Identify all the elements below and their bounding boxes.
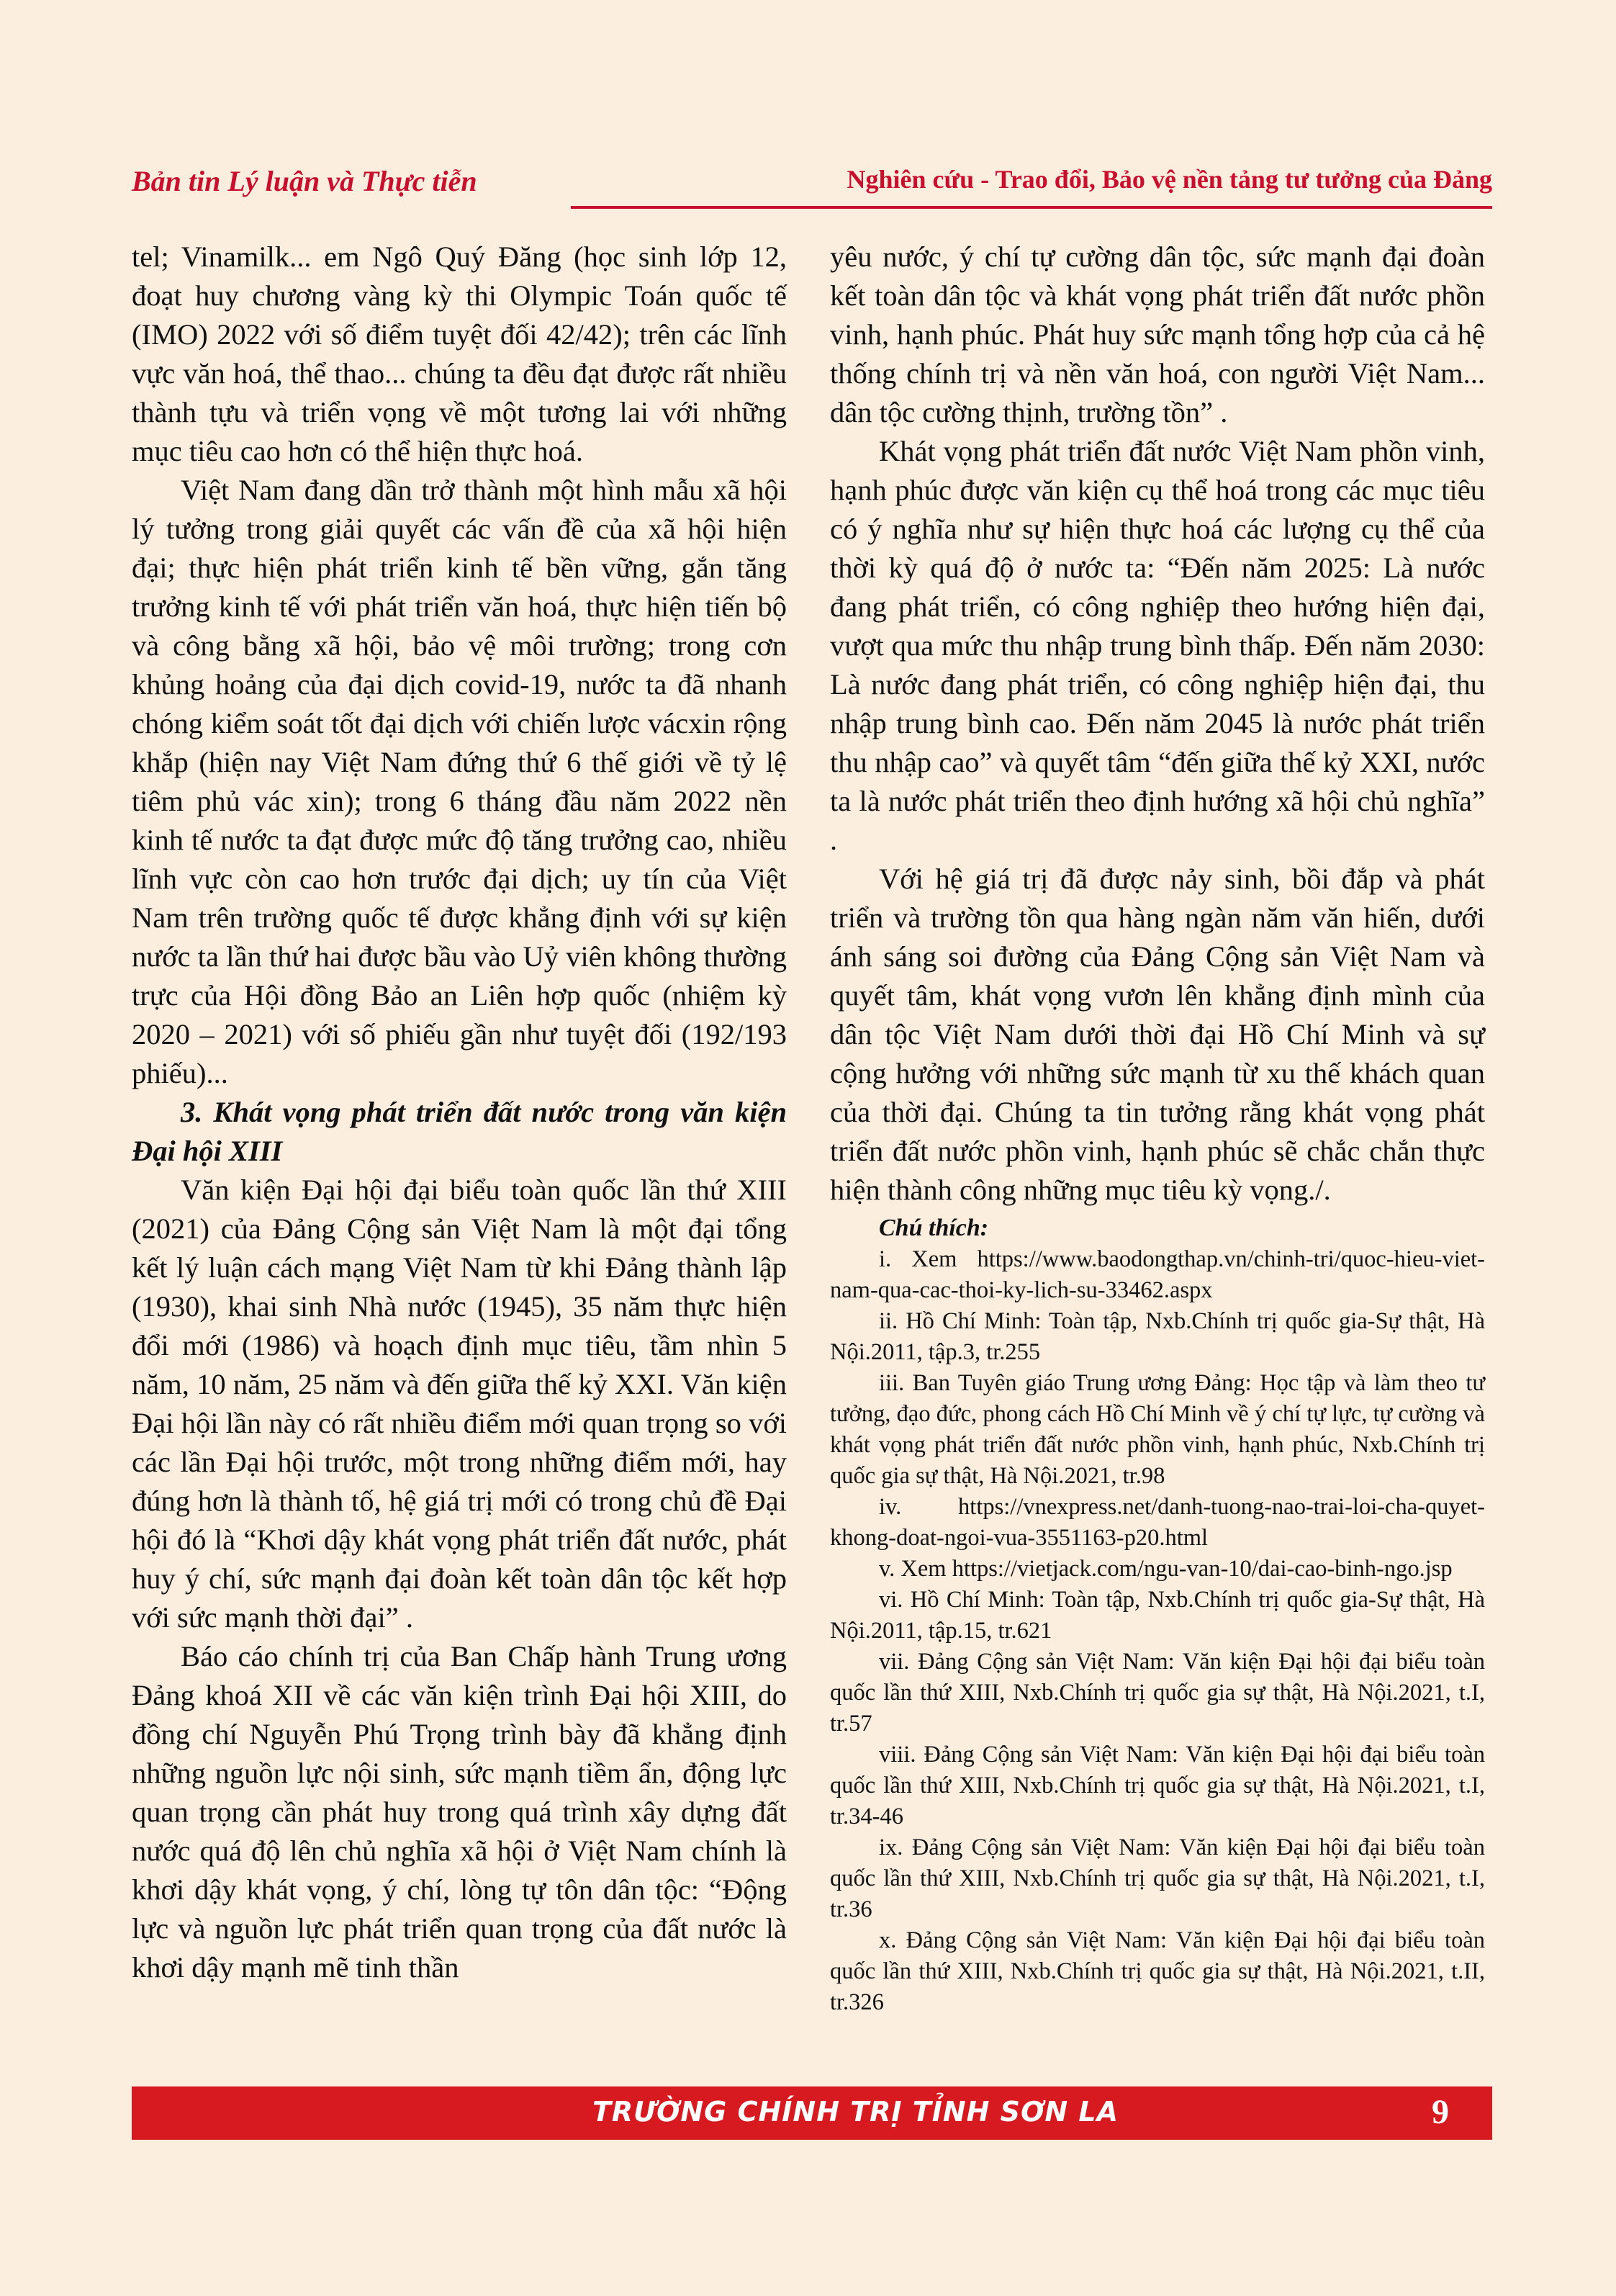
section-title: Nghiên cứu - Trao đổi, Bảo vệ nền tảng tư tưởng của Đảng xyxy=(847,165,1492,194)
header-rule xyxy=(571,206,1492,209)
paragraph: Với hệ giá trị đã được nảy sinh, bồi đắp và phát triển và trường tồn qua hàng ngàn năm văn hiến, dưới ánh sáng soi đường của Đảng Cộng sản Việt Nam và quyết tâm, khát vọng vươn lên khẳng định mình của dân tộc Việt Nam dưới thời đại Hồ Chí Minh và sự cộng hưởng với những sức mạnh từ xu thế khách quan của thời đại. Chúng ta tin tưởng rằng khát vọng phát triển đất nước phồn vinh, hạnh phúc sẽ chắc chắn thực hiện thành công những mục tiêu kỳ vọng./. xyxy=(830,863,1485,1206)
paragraph: Khát vọng phát triển đất nước Việt Nam phồn vinh, hạnh phúc được văn kiện cụ thể hoá trong các mục tiêu có ý nghĩa như sự hiện thực hoá các lượng cụ thể của thời kỳ quá độ ở nước ta: “Đến năm 2025: Là nước đang phát triển, có công nghiệp theo hướng hiện đại, vượt qua mức thu nhập trung bình thấp. Đến năm 2030: Là nước đang phát triển, có công nghiệp hiện đại, thu nhập trung bình cao. Đến năm 2045 là nước phát triển thu nhập cao” và quyết tâm “đến giữa thế kỷ XXI, nước ta là nước phát triển theo định hướng xã hội chủ nghĩa” . xyxy=(830,435,1485,856)
footnote: x. Đảng Cộng sản Việt Nam: Văn kiện Đại hội đại biểu toàn quốc lần thứ XIII, Nxb.Chính trị quốc gia sự thật, Hà Nội.2021, t.II, tr.326 xyxy=(830,1927,1485,2015)
section-heading: 3. Khát vọng phát triển đất nước trong văn kiện Đại hội XIII xyxy=(132,1096,787,1167)
footnote: i. Xem https://www.baodongthap.vn/chinh-tri/quoc-hieu-viet-nam-qua-cac-thoi-ky-lich-su-33462.aspx xyxy=(830,1246,1485,1303)
notes-title: Chú thích: xyxy=(879,1215,989,1241)
right-column xyxy=(830,238,1485,2018)
footnote: iv. https://vnexpress.net/danh-tuong-nao-trai-loi-cha-quyet-khong-doat-ngoi-vua-3551163-p20.html xyxy=(830,1494,1485,1551)
paragraph: Việt Nam đang dần trở thành một hình mẫu xã hội lý tưởng trong giải quyết các vấn đề của xã hội hiện đại; thực hiện phát triển kinh tế bền vững, gắn tăng trưởng kinh tế với phát triển văn hoá, thực hiện tiến bộ và công bằng xã hội, bảo vệ môi trường; trong cơn khủng hoảng của đại dịch covid-19, nước ta đã nhanh chóng kiểm soát tốt đại dịch với chiến lược vácxin rộng khắp (hiện nay Việt Nam đứng thứ 6 thế giới về tỷ lệ tiêm phủ vác xin); trong 6 tháng đầu năm 2022 nền kinh tế nước ta đạt được mức độ tăng trưởng cao, nhiều lĩnh vực còn cao hơn trước đại dịch; uy tín của Việt Nam trên trường quốc tế được khẳng định với sự kiện nước ta lần thứ hai được bầu vào Uỷ viên không thường trực của Hội đồng Bảo an Liên hợp quốc (nhiệm kỳ 2020 – 2021) với số phiếu gần như tuyệt đối (192/193 phiếu)... xyxy=(132,474,787,1089)
left-column xyxy=(132,238,787,1987)
page-header xyxy=(132,164,1492,215)
footer-bar xyxy=(132,2086,1492,2140)
footnote: iii. Ban Tuyên giáo Trung ương Đảng: Học tập và làm theo tư tưởng, đạo đức, phong cách Hồ Chí Minh về ý chí tự lực, tự cường và khát vọng phát triển đất nước phồn vinh, hạnh phúc, Nxb.Chính trị quốc gia sự thật, Hà Nội.2021, tr.98 xyxy=(830,1370,1485,1489)
footnote: ii. Hồ Chí Minh: Toàn tập, Nxb.Chính trị quốc gia-Sự thật, Hà Nội.2011, tập.3, tr.255 xyxy=(830,1308,1485,1365)
paragraph: tel; Vinamilk... em Ngô Quý Đăng (học sinh lớp 12, đoạt huy chương vàng kỳ thi Olympic Toán quốc tế (IMO) 2022 với số điểm tuyệt đối 42/42); trên các lĩnh vực văn hoá, thể thao... chúng ta đều đạt được rất nhiều thành tựu và triển vọng về một tương lai với những mục tiêu cao hơn có thể hiện thực hoá. xyxy=(132,240,787,467)
footnote: vi. Hồ Chí Minh: Toàn tập, Nxb.Chính trị quốc gia-Sự thật, Hà Nội.2011, tập.15, tr.621 xyxy=(830,1587,1485,1644)
footer-school-name: TRƯỜNG CHÍNH TRỊ TỈNH SƠN LA xyxy=(592,2096,1119,2128)
publication-title: Bản tin Lý luận và Thực tiễn xyxy=(132,165,477,197)
footnote: viii. Đảng Cộng sản Việt Nam: Văn kiện Đại hội đại biểu toàn quốc lần thứ XIII, Nxb.Chính trị quốc gia sự thật, Hà Nội.2021, t.I, tr.34-46 xyxy=(830,1742,1485,1829)
footnote: vii. Đảng Cộng sản Việt Nam: Văn kiện Đại hội đại biểu toàn quốc lần thứ XIII, Nxb.Chính trị quốc gia sự thật, Hà Nội.2021, t.I, tr.57 xyxy=(830,1649,1485,1737)
footnote: ix. Đảng Cộng sản Việt Nam: Văn kiện Đại hội đại biểu toàn quốc lần thứ XIII, Nxb.Chính trị quốc gia sự thật, Hà Nội.2021, t.I, tr.36 xyxy=(830,1834,1485,1922)
footnote: v. Xem https://vietjack.com/ngu-van-10/dai-cao-binh-ngo.jsp xyxy=(879,1556,1453,1582)
paragraph: yêu nước, ý chí tự cường dân tộc, sức mạnh đại đoàn kết toàn dân tộc và khát vọng phát triển đất nước phồn vinh, hạnh phúc. Phát huy sức mạnh tổng hợp của cả hệ thống chính trị và nền văn hoá, con người Việt Nam... dân tộc cường thịnh, trường tồn” . xyxy=(830,240,1485,428)
paragraph: Văn kiện Đại hội đại biểu toàn quốc lần thứ XIII (2021) của Đảng Cộng sản Việt Nam là một đại tổng kết lý luận cách mạng Việt Nam từ khi Đảng thành lập (1930), khai sinh Nhà nước (1945), 35 năm thực hiện đổi mới (1986) và hoạch định mục tiêu, tầm nhìn 5 năm, 10 năm, 25 năm và đến giữa thế kỷ XXI. Văn kiện Đại hội lần này có rất nhiều điểm mới quan trọng so với các lần Đại hội trước, một trong những điểm mới, hay đúng hơn là thành tố, hệ giá trị mới có trong chủ đề Đại hội đó là “Khơi dậy khát vọng phát triển đất nước, phát huy ý chí, sức mạnh đại đoàn kết toàn dân tộc kết hợp với sức mạnh thời đại” . xyxy=(132,1174,787,1634)
page-number: 9 xyxy=(1432,2093,1449,2131)
paragraph: Báo cáo chính trị của Ban Chấp hành Trung ương Đảng khoá XII về các văn kiện trình Đại hội XIII, do đồng chí Nguyễn Phú Trọng trình bày đã khẳng định những nguồn lực nội sinh, sức mạnh tiềm ẩn, động lực quan trọng cần phát huy trong quá trình xây dựng đất nước quá độ lên chủ nghĩa xã hội ở Việt Nam chính là khơi dậy khát vọng, ý chí, lòng tự tôn dân tộc: “Động lực và nguồn lực phát triển quan trọng của đất nước là khơi dậy mạnh mẽ tinh thần xyxy=(132,1640,787,1984)
